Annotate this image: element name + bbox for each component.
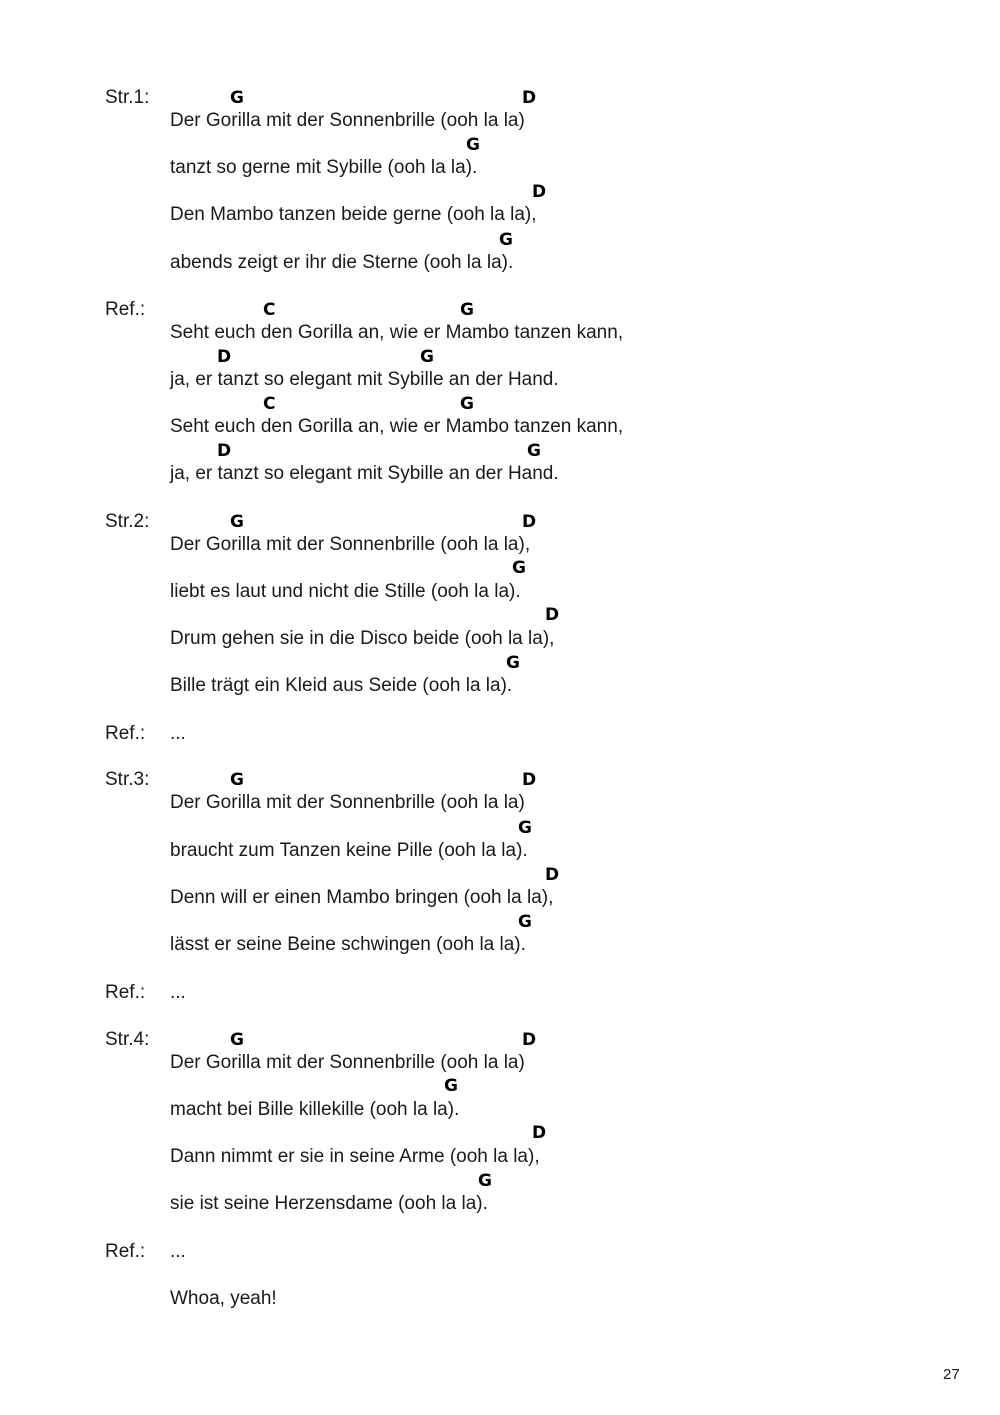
lyric-line: Seht euch den Gorilla an, wie er Mambo tanzen kann,: [170, 416, 624, 437]
chord: C: [263, 300, 276, 320]
chord: D: [217, 441, 232, 461]
chord: G: [518, 912, 532, 932]
section-label: Ref.:: [105, 982, 146, 1003]
section-label: Ref.:: [105, 1241, 146, 1262]
chord: G: [518, 818, 532, 838]
section-label: Str.1:: [105, 87, 150, 108]
lyric-line: Bille trägt ein Kleid aus Seide (ooh la la).: [170, 675, 513, 696]
lyric-line: Der Gorilla mit der Sonnenbrille (ooh la la): [170, 792, 525, 813]
chord: D: [545, 605, 560, 625]
section-label: Str.2:: [105, 511, 150, 532]
lyric-line: Seht euch den Gorilla an, wie er Mambo tanzen kann,: [170, 322, 624, 343]
chord: G: [230, 770, 244, 790]
lyric-line: Drum gehen sie in die Disco beide (ooh la la),: [170, 628, 555, 649]
page-number: 27: [943, 1366, 960, 1383]
chord: D: [532, 1123, 547, 1143]
section-label: Str.4:: [105, 1029, 150, 1050]
lyric-line: Der Gorilla mit der Sonnenbrille (ooh la la),: [170, 534, 531, 555]
chord: D: [522, 512, 537, 532]
chord: D: [532, 182, 547, 202]
chord: D: [522, 770, 537, 790]
chord: D: [522, 88, 537, 108]
chord: D: [522, 1030, 537, 1050]
chord: D: [217, 347, 232, 367]
lyric-line: ...: [170, 982, 186, 1003]
chord: G: [444, 1076, 458, 1096]
chord: G: [527, 441, 541, 461]
chord: G: [499, 230, 513, 250]
chord: G: [230, 1030, 244, 1050]
chord: G: [478, 1171, 492, 1191]
lyric-line: tanzt so gerne mit Sybille (ooh la la).: [170, 157, 478, 178]
chord: G: [230, 512, 244, 532]
lyric-line: sie ist seine Herzensdame (ooh la la).: [170, 1193, 488, 1214]
chord: G: [466, 135, 480, 155]
lyric-line: ...: [170, 723, 186, 744]
lyric-line: ...: [170, 1241, 186, 1262]
lyric-line: macht bei Bille killekille (ooh la la).: [170, 1099, 460, 1120]
lyric-line: Den Mambo tanzen beide gerne (ooh la la),: [170, 204, 537, 225]
chord: G: [506, 653, 520, 673]
lyric-line: liebt es laut und nicht die Stille (ooh la la).: [170, 581, 521, 602]
lyric-line: lässt er seine Beine schwingen (ooh la la).: [170, 934, 526, 955]
lyric-line: Dann nimmt er sie in seine Arme (ooh la la),: [170, 1146, 540, 1167]
closing-line: Whoa, yeah!: [170, 1288, 277, 1309]
chord: G: [460, 394, 474, 414]
chord: G: [512, 558, 526, 578]
lyric-line: Der Gorilla mit der Sonnenbrille (ooh la la): [170, 110, 525, 131]
lyric-line: braucht zum Tanzen keine Pille (ooh la la).: [170, 840, 528, 861]
chord: G: [420, 347, 434, 367]
chord: D: [545, 865, 560, 885]
chord: C: [263, 394, 276, 414]
lyric-line: abends zeigt er ihr die Sterne (ooh la la).: [170, 252, 514, 273]
lyric-line: ja, er tanzt so elegant mit Sybille an der Hand.: [170, 463, 559, 484]
chord: G: [460, 300, 474, 320]
section-label: Ref.:: [105, 299, 146, 320]
section-label: Str.3:: [105, 769, 150, 790]
lyric-line: ja, er tanzt so elegant mit Sybille an der Hand.: [170, 369, 559, 390]
chord: G: [230, 88, 244, 108]
lyric-line: Der Gorilla mit der Sonnenbrille (ooh la la): [170, 1052, 525, 1073]
lyric-line: Denn will er einen Mambo bringen (ooh la la),: [170, 887, 554, 908]
section-label: Ref.:: [105, 723, 146, 744]
